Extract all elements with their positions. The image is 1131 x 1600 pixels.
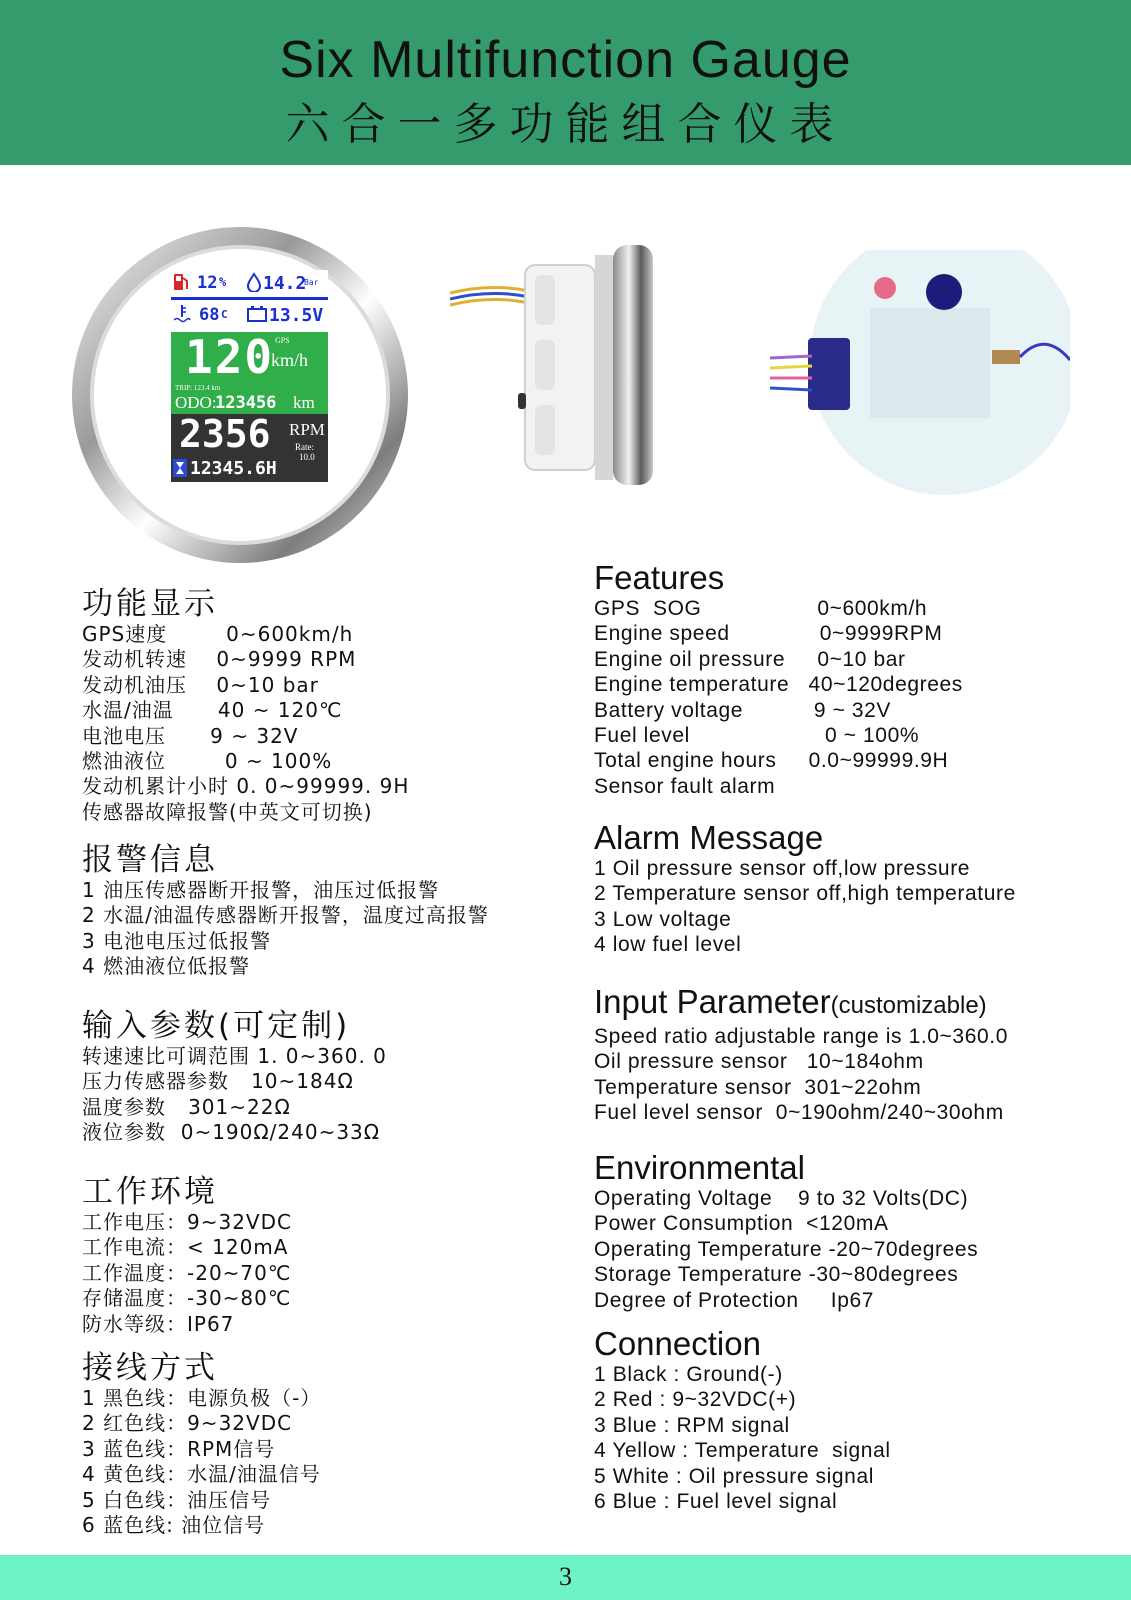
section-title: [594, 984, 1008, 1024]
page-number: 3: [559, 1562, 572, 1591]
section-title: 接线方式: [82, 1350, 218, 1386]
temperature-unit: C: [221, 308, 228, 321]
lcd-top-row: [171, 270, 328, 300]
speed-source-label: GPS: [275, 336, 290, 345]
en-section-input-parameter: [594, 984, 1008, 1126]
list-item: Engine temperature 40~120degrees: [594, 673, 963, 697]
gauge-back-image: [770, 250, 1070, 500]
lcd-display: [171, 270, 328, 482]
chrome-ring-side: [613, 245, 653, 485]
list-item: 2 Red : 9~32VDC(+): [594, 1388, 797, 1412]
section-title: [594, 560, 963, 596]
section-title: [594, 1150, 978, 1186]
list-item: 1 Oil pressure sensor off,low pressure: [594, 857, 971, 880]
page-title-chinese: 六合一多功能组合仪表: [285, 99, 846, 150]
list-item: 存储温度：-30~80℃: [82, 1286, 292, 1311]
list-item: 6 Blue : Fuel level signal: [594, 1490, 838, 1514]
list-item: 5 White : Oil pressure signal: [594, 1464, 875, 1488]
list-item: 转速速比可调范围 1. 0~360. 0: [82, 1044, 387, 1068]
list-item: 1 Black : Ground(-): [594, 1363, 783, 1386]
cn-section-functions: [82, 586, 409, 825]
section-title: 输入参数(可定制): [82, 1008, 351, 1044]
battery-icon: [247, 306, 267, 322]
list-item: Engine oil pressure 0~10 bar: [594, 647, 906, 671]
list-item: 发动机转速 0~9999 RPM: [82, 647, 357, 672]
list-item: Fuel level sensor 0~190ohm/240~30ohm: [594, 1101, 1004, 1125]
fuel-level-value: 12: [197, 273, 218, 293]
section-title: [594, 820, 1016, 856]
section-title: 工作环境: [82, 1174, 218, 1210]
odometer-label: ODO:: [175, 393, 217, 412]
list-item: 3 Blue : RPM signal: [594, 1413, 790, 1437]
list-item: 燃油液位 0 ~ 100%: [82, 749, 333, 774]
coolant-temperature-icon: [173, 304, 191, 324]
list-item: Total engine hours 0.0~99999.9H: [594, 749, 949, 773]
list-item: 1 油压传感器断开报警，油压过低报警: [82, 878, 440, 902]
list-item: 工作电压：9~32VDC: [82, 1210, 292, 1234]
section-title: 报警信息: [82, 842, 218, 878]
odometer-value: 123456: [215, 393, 277, 413]
section-title-main: Input Parameter: [594, 983, 831, 1020]
list-item: Degree of Protection Ip67: [594, 1288, 875, 1312]
list-item: 5 白色线：油压信号: [82, 1487, 272, 1512]
list-item: 4 low fuel level: [594, 933, 742, 957]
list-item: 2 Temperature sensor off,high temperature: [594, 882, 1016, 906]
list-item: Power Consumption <120mA: [594, 1212, 889, 1236]
section-title: [594, 1326, 891, 1362]
list-item: 1 黑色线：电源负极（-）: [82, 1386, 322, 1410]
list-item: GPS速度 0~600km/h: [82, 622, 354, 646]
list-item: 水温/油温 40 ~ 120℃: [82, 698, 343, 723]
list-item: Fuel level 0 ~ 100%: [594, 724, 920, 748]
section-title-main: Alarm Message: [594, 819, 824, 856]
speed-value: 120: [185, 330, 275, 384]
speed-unit: km/h: [271, 350, 309, 370]
rpm-panel: [171, 414, 328, 482]
list-item: 工作温度：-20~70℃: [82, 1260, 292, 1285]
oil-pressure-icon: [245, 272, 263, 292]
fuel-pump-icon: [173, 272, 189, 292]
lcd-second-row: [171, 301, 328, 331]
oil-pressure-value: 14.2: [263, 273, 307, 294]
list-item: 温度参数 301~22Ω: [82, 1094, 291, 1119]
rate-label: Rate:: [295, 442, 314, 452]
cn-section-input-parameters: [82, 1008, 387, 1146]
odometer-unit: km: [293, 393, 315, 412]
section-title-main: Features: [594, 559, 725, 596]
list-item: Oil pressure sensor 10~184ohm: [594, 1050, 924, 1074]
gauge-side-image: [450, 245, 680, 485]
list-item: 2 水温/油温传感器断开报警，温度过高报警: [82, 903, 489, 928]
section-title-suffix: (customizable): [830, 992, 987, 1019]
list-item: 发动机累计小时 0. 0~99999. 9H: [82, 774, 410, 799]
en-section-environmental: [594, 1150, 978, 1313]
en-section-features: [594, 560, 963, 799]
en-section-connection: [594, 1326, 891, 1514]
lcd-divider: [171, 297, 328, 300]
list-item: 3 Low voltage: [594, 907, 732, 931]
section-title: 功能显示: [82, 586, 218, 622]
list-item: 3 电池电压过低报警: [82, 928, 272, 953]
list-item: 压力传感器参数 10~184Ω: [82, 1069, 354, 1094]
list-item: 4 燃油液位低报警: [82, 954, 251, 979]
engine-hours-value: 12345.6H: [190, 458, 277, 479]
list-item: Storage Temperature -30~80degrees: [594, 1263, 959, 1287]
list-item: 电池电压 9 ~ 32V: [82, 723, 299, 748]
speed-panel: [171, 332, 328, 414]
section-title-main: Environmental: [594, 1149, 805, 1186]
section-title-main: Connection: [594, 1325, 761, 1362]
list-item: 4 Yellow : Temperature signal: [594, 1439, 891, 1463]
list-item: 3 蓝色线：RPM信号: [82, 1436, 276, 1461]
list-item: 6 蓝色线: 油位信号: [82, 1513, 266, 1538]
rpm-unit: RPM: [289, 420, 325, 439]
list-item: 液位参数 0~190Ω/240~33Ω: [82, 1120, 381, 1145]
list-item: 传感器故障报警(中英文可切换): [82, 799, 373, 824]
list-item: Battery voltage 9 ~ 32V: [594, 698, 892, 722]
blue-button: [926, 274, 962, 310]
voltage-value: 13.5V: [269, 305, 324, 326]
trip-readout: TRIP: 123.4 km: [175, 384, 221, 392]
list-item: 发动机油压 0~10 bar: [82, 672, 319, 697]
connector-block: [808, 338, 850, 410]
list-item: 工作电流：< 120mA: [82, 1235, 289, 1260]
cn-section-alarms: [82, 842, 489, 980]
list-item: 4 黄色线：水温/油温信号: [82, 1462, 321, 1487]
rate-value: 10.0: [299, 452, 315, 462]
cn-section-environment: [82, 1174, 292, 1337]
hourglass-icon: [173, 459, 187, 477]
list-item: Speed ratio adjustable range is 1.0~360.0: [594, 1025, 1008, 1048]
list-item: Operating Temperature -20~70degrees: [594, 1237, 979, 1261]
fuel-level-unit: %: [219, 275, 227, 289]
list-item: Sensor fault alarm: [594, 774, 776, 798]
en-section-alarm-message: [594, 820, 1016, 958]
page-title-english: Six Multifunction Gauge: [279, 31, 852, 89]
list-item: Operating Voltage 9 to 32 Volts(DC): [594, 1187, 969, 1210]
red-button: [874, 277, 896, 299]
list-item: Temperature sensor 301~22ohm: [594, 1075, 922, 1099]
list-item: Engine speed 0~9999RPM: [594, 622, 943, 646]
cn-section-wiring: [82, 1350, 321, 1538]
list-item: 防水等级：IP67: [82, 1311, 235, 1336]
oil-pressure-unit: Bar: [304, 278, 319, 287]
list-item: 2 红色线：9~32VDC: [82, 1411, 293, 1436]
list-item: GPS SOG 0~600km/h: [594, 597, 928, 620]
rpm-value: 2356: [179, 412, 271, 456]
temperature-value: 68: [199, 305, 220, 325]
